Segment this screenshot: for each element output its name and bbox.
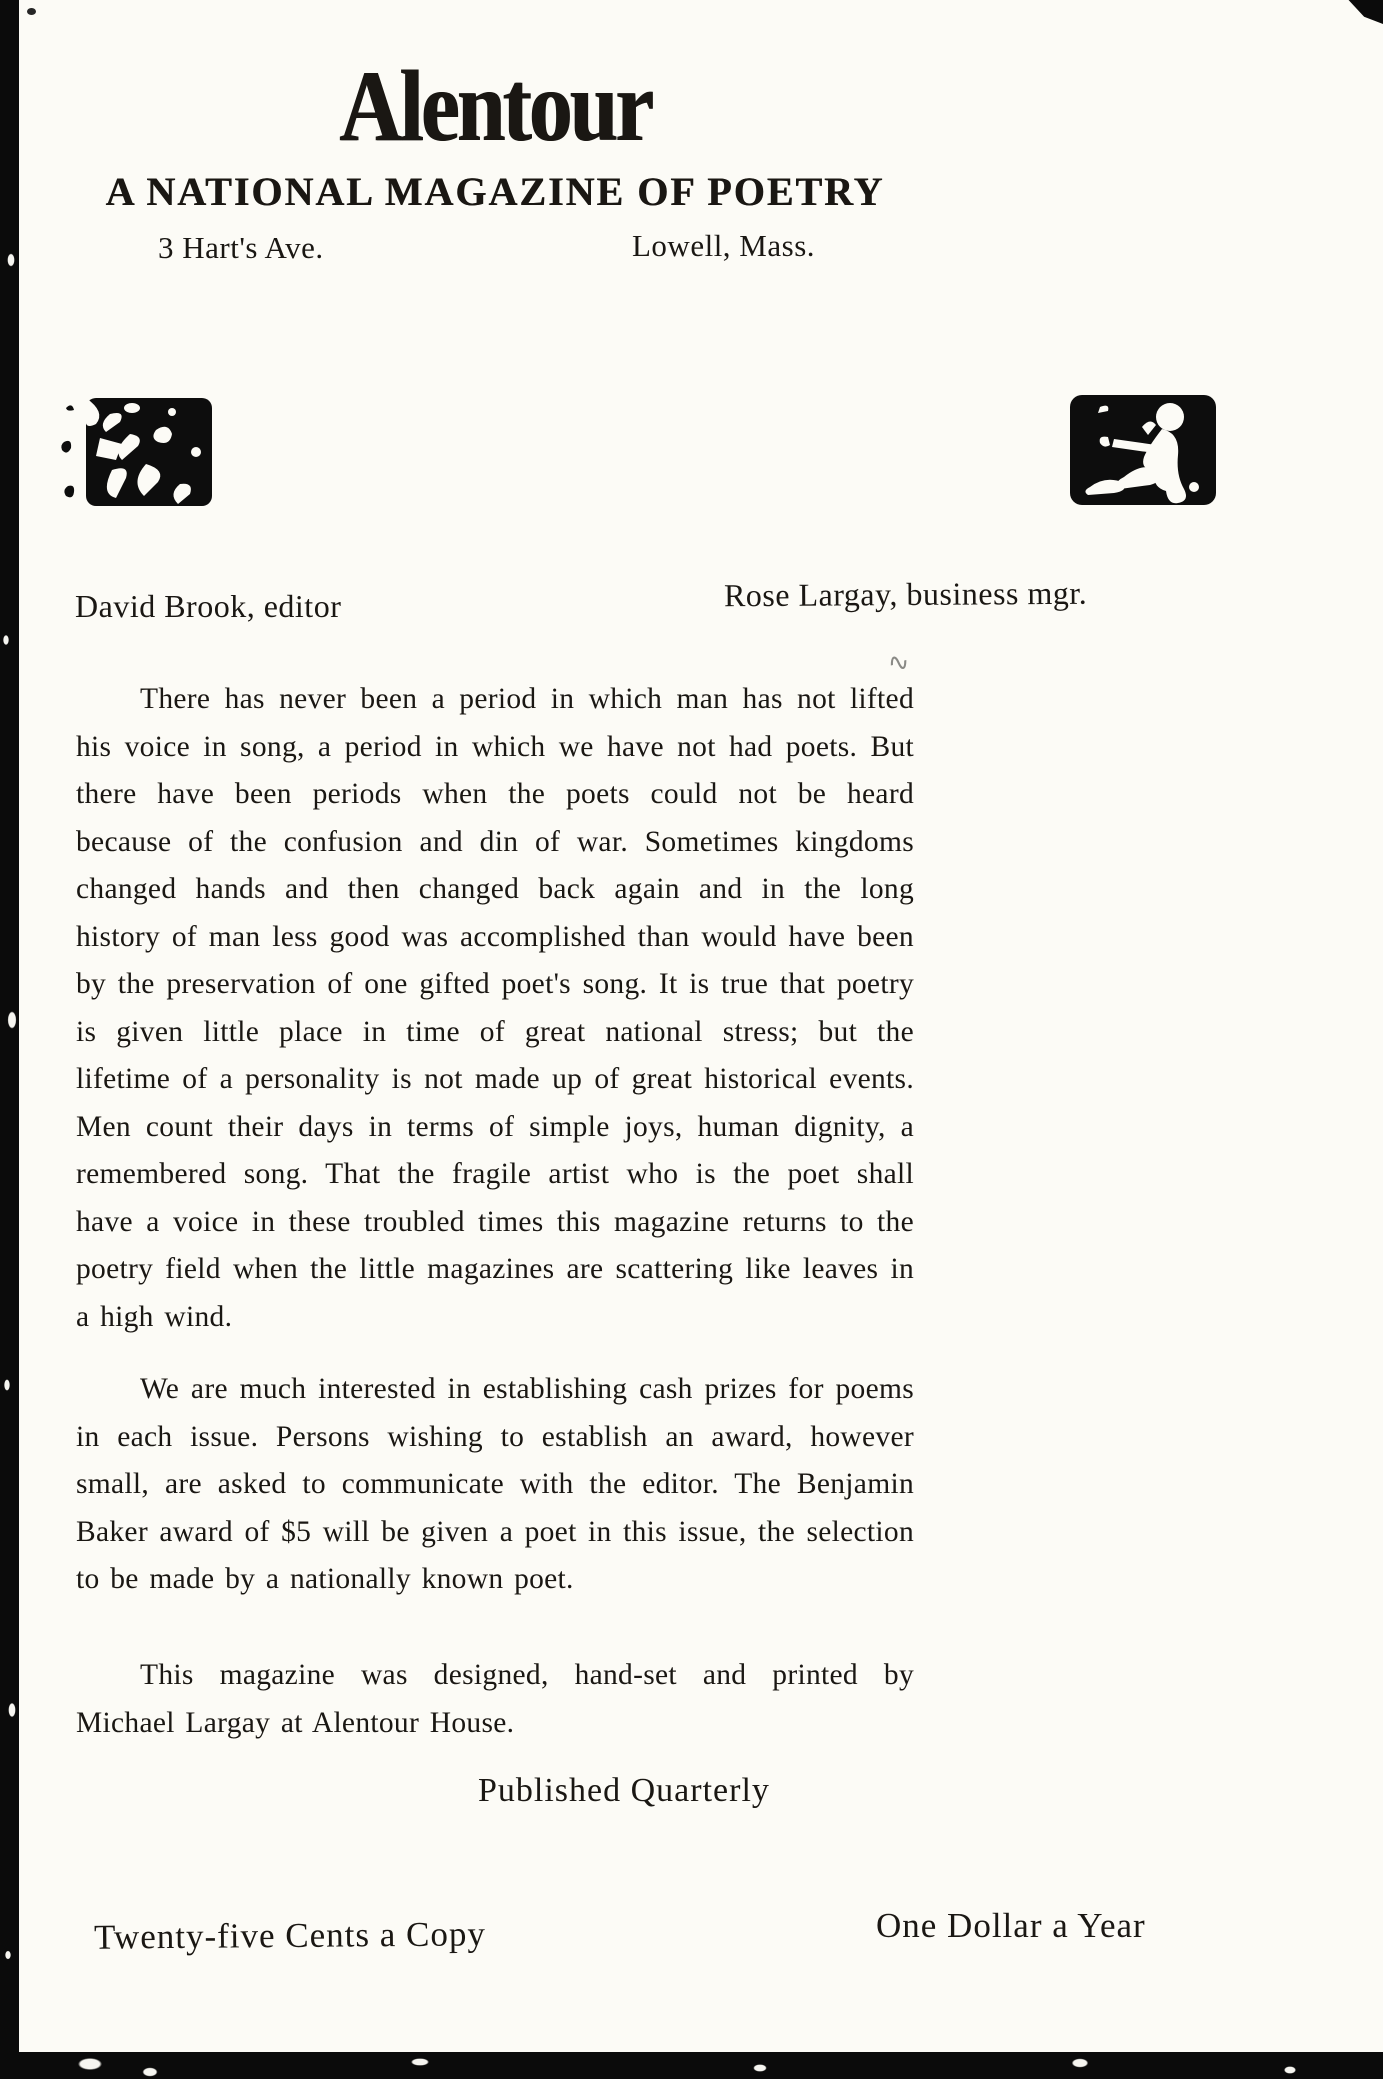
left-woodcut-image <box>60 394 218 516</box>
publication-frequency: Published Quarterly <box>478 1772 770 1809</box>
address-city: Lowell, Mass. <box>632 228 816 263</box>
ink-smudge: ∿ <box>884 645 913 679</box>
ink-speck <box>27 8 36 15</box>
prizes-paragraph: We are much interested in establishing cash prizes for poems in each issue. Persons wishing to establish an award, however small, are asked to communicate with the editor. The Benjamin Baker award of $5 will be given a poet in this issue, the selection to be made by a nationally known poet. <box>76 1373 914 1595</box>
scan-edge-left <box>0 0 19 2079</box>
price-per-copy: Twenty-five Cents a Copy <box>93 1914 487 1957</box>
price-per-year: One Dollar a Year <box>876 1906 1146 1945</box>
colophon-paragraph: This magazine was designed, hand-set and printed by Michael Largay at Alentour House. <box>76 1659 914 1739</box>
scan-edge-bottom <box>0 2052 1383 2079</box>
right-woodcut-image <box>1064 391 1222 513</box>
editor-credit: David Brook, editor <box>75 588 342 624</box>
scan-corner-mark <box>1341 0 1383 24</box>
business-manager-credit: Rose Largay, business mgr. <box>723 574 1088 614</box>
page-title: Alentour <box>339 50 651 163</box>
address-street: 3 Hart's Ave. <box>158 230 324 265</box>
page-subtitle: A NATIONAL MAGAZINE OF POETRY <box>105 169 885 214</box>
intro-paragraph: There has never been a period in which man has not lifted his voice in song, a period in which we have not had poets. But there have been periods when the poets could not be heard because of the confusion and din of war. Sometimes kingdoms changed hands and then changed back again and in the long history of man less good was accomplished than would have been by the preservation of one gifted poet's song. It is true that poetry is given little place in time of great national stress; but the lifetime of a personality is not made up of great historical events. Men count their days in terms of simple joys, human dignity, a remembered song. That the fragile artist who is the poet shall have a voice in these troubled times this magazine returns to the poetry field when the little magazines are scattering like leaves in a high wind. <box>76 683 914 1333</box>
